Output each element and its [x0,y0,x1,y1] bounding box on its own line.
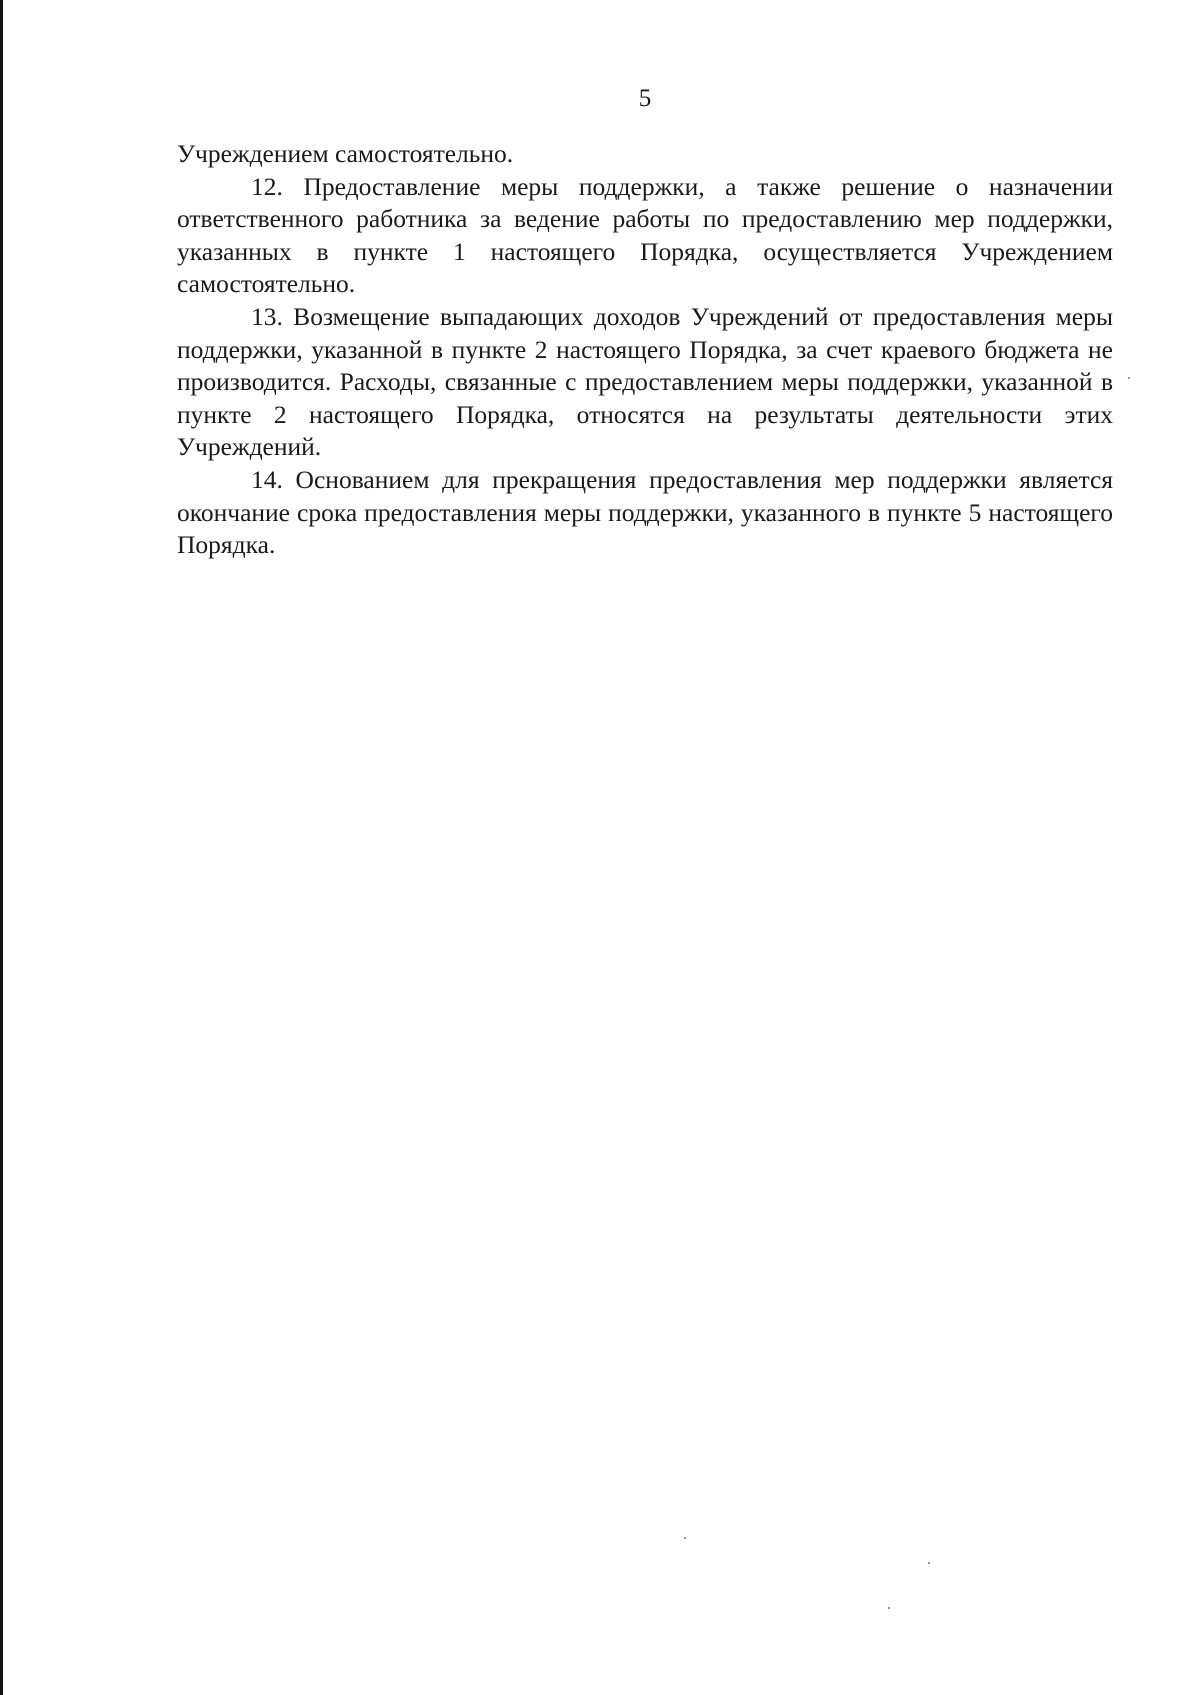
scan-speck [1128,377,1130,379]
page-number: 5 [638,85,652,112]
scan-speck [888,1607,890,1609]
paragraph-13: 13. Возмещение выпадающих доходов Учреждений от предоставления меры поддержки, указанной в пункте 2 настоящего Порядка, за счет краевого бюджета не производится. Расходы, связанные с предоставлением меры поддержки, указанной в пункте 2 настоящего Порядка, относятся на результаты деятельности этих Учреждений. [177,301,1113,462]
document-body [177,138,1113,562]
paragraph-continuation: Учреждением самостоятельно. [177,139,514,168]
scan-speck [928,1562,930,1564]
paragraph-14: 14. Основанием для прекращения предоставления мер поддержки является окончание срока предоставления меры поддержки, указанного в пункте 5 настоящего Порядка. [177,464,1113,560]
paragraph-12: 12. Предоставление меры поддержки, а также решение о назначении ответственного работника за ведение работы по предоставлению мер поддержки, указанных в пункте 1 настоящего Порядка, осуществляется Учреждением самостоятельно. [177,171,1113,299]
scan-speck [684,1537,686,1539]
scan-edge-border [0,0,3,1695]
